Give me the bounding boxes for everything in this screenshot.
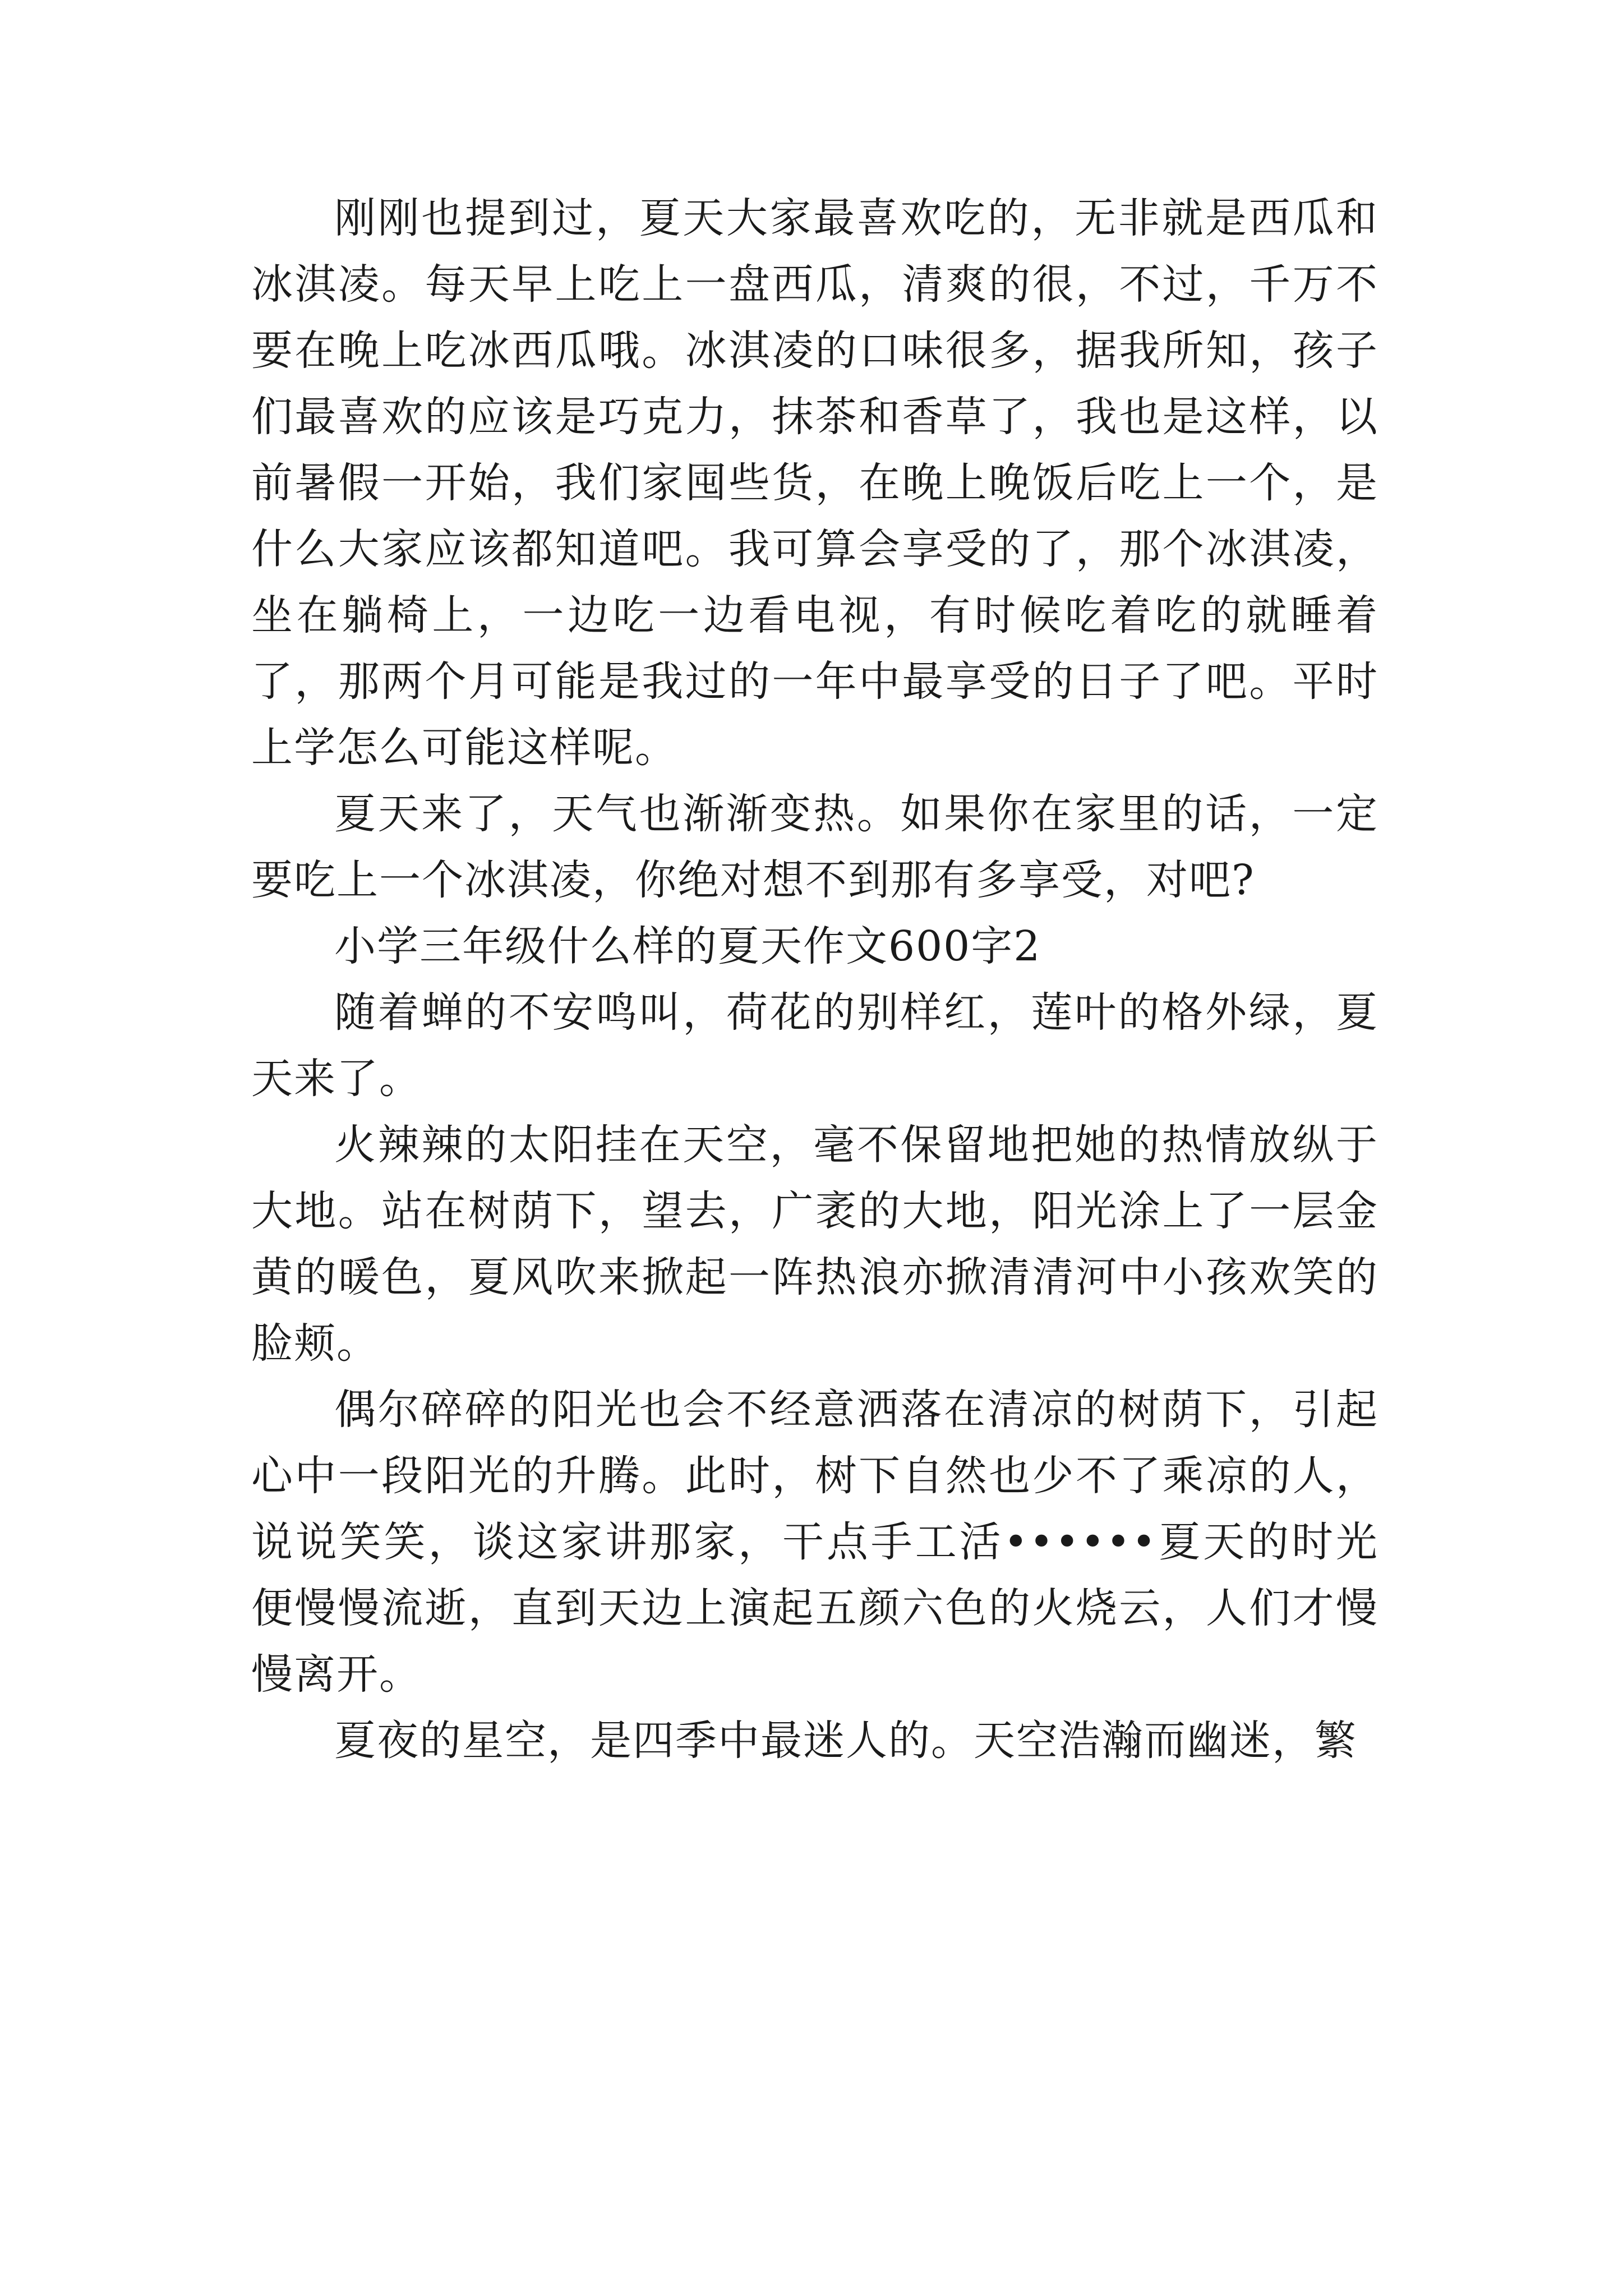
paragraph-hot-sun: 火辣辣的太阳挂在天空，毫不保留地把她的热情放纵于大地。站在树荫下，望去，广袤的大地，阳光涂上了一层金黄的暖色，夏风吹来掀起一阵热浪亦掀清清河中小孩欢笑的脸颊。 [251,1121,1378,1368]
paragraph-tree-shade: 偶尔碎碎的阳光也会不经意洒落在清凉的树荫下，引起心中一段阳光的升腾。此时，树下自然也少不了乘凉的人，说说笑笑，谈这家讲那家，干点手工活••••••夏天的时光便慢慢流逝，直到天边上演起五颜六色的火烧云，人们才慢慢离开。 [251,1386,1378,1699]
paragraph-night-sky: 夏夜的星空，是四季中最迷人的。天空浩瀚而幽迷，繁 [334,1717,1357,1765]
paragraph-cicada: 随着蝉的不安鸣叫，荷花的别样红，莲叶的格外绿，夏天来了。 [251,988,1378,1103]
paragraph-watermelon-icecream: 刚刚也提到过，夏天大家最喜欢吃的，无非就是西瓜和冰淇凌。每天早上吃上一盘西瓜，清爽的很，不过，千万不要在晚上吃冰西瓜哦。冰淇凌的口味很多，据我所知，孩子们最喜欢的应该是巧克力，抹茶和香草了，我也是这样，以前暑假一开始，我们家囤些货，在晚上晚饭后吃上一个，是什么大家应该都知道吧。我可算会享受的了，那个冰淇凌，坐在躺椅上，一边吃一边看电视，有时候吃着吃的就睡着了，那两个月可能是我过的一年中最享受的日子了吧。平时上学怎么可能这样呢。 [251,194,1378,772]
essay-title-2: 小学三年级什么样的夏天作文600字2 [334,922,1041,970]
paragraph-summer-hot: 夏天来了，天气也渐渐变热。如果你在家里的话，一定要吃上一个冰淇凌，你绝对想不到那有多享受，对吧? [251,790,1378,904]
document-body [251,185,1378,1774]
